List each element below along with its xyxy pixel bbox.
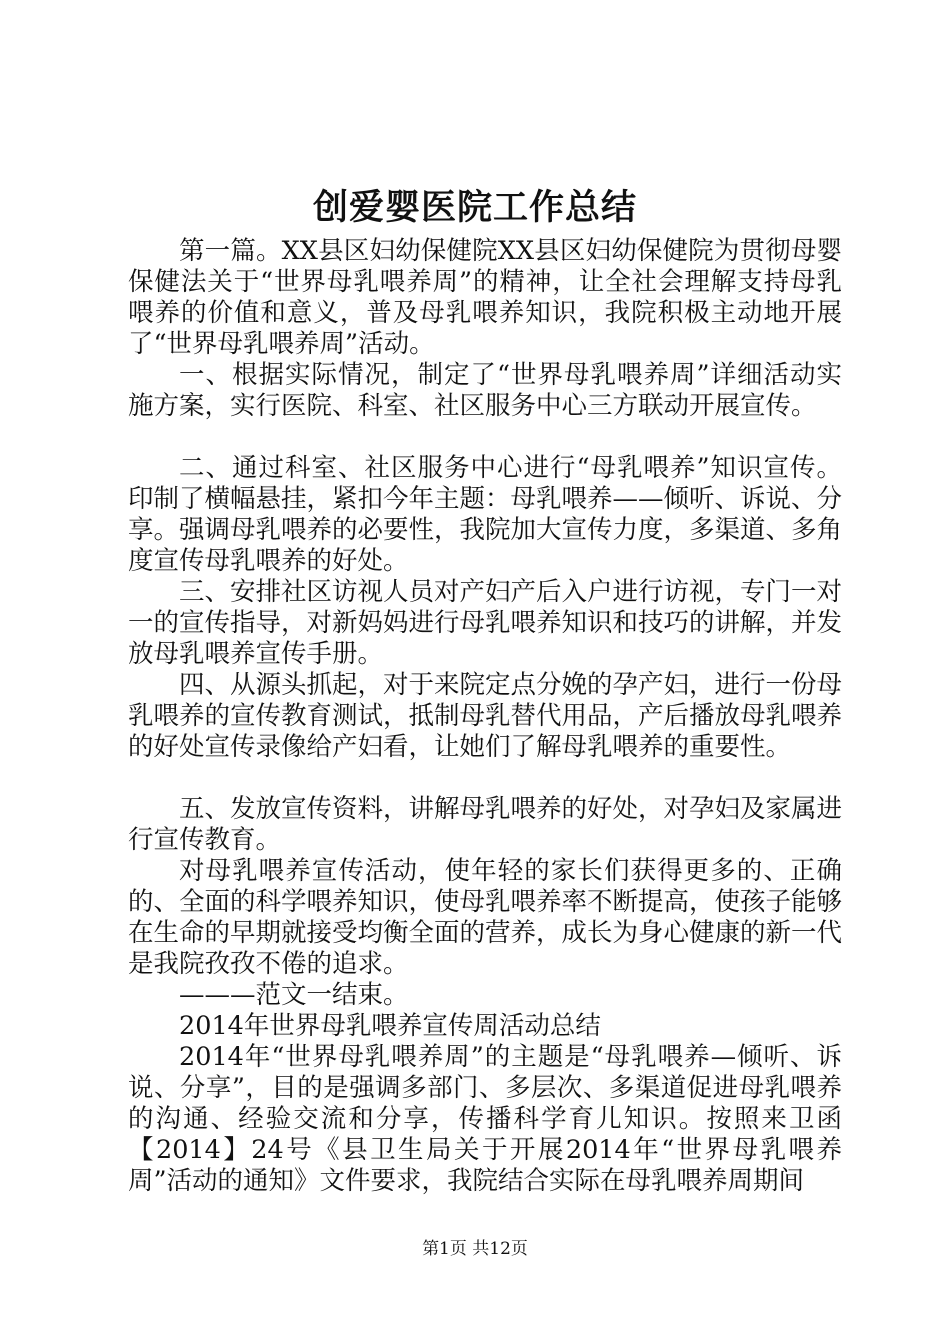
paragraph: 一、根据实际情况，制定了“世界母乳喂养周”详细活动实施方案，实行医院、科室、社区服务中心三方联动开展宣传。 xyxy=(128,360,842,421)
paragraph: 二、通过科室、社区服务中心进行“母乳喂养”知识宣传。印制了横幅悬挂，紧扣今年主题：母乳喂养——倾听、诉说、分享。强调母乳喂养的必要性，我院加大宣传力度，多渠道、多角度宣传母乳喂养的好处。 xyxy=(128,453,843,576)
document-body xyxy=(128,236,842,1197)
paragraph: 第一篇。XX县区妇幼保健院XX县区妇幼保健院为贯彻母婴保健法关于“世界母乳喂养周”的精神，让全社会理解支持母乳喂养的价值和意义，普及母乳喂养知识，我院积极主动地开展了“世界母乳喂养周”活动。 xyxy=(128,236,842,359)
document-title: 创爱婴医院工作总结 xyxy=(312,187,637,228)
paragraph: 四、从源头抓起，对于来院定点分娩的孕产妇，进行一份母乳喂养的宣传教育测试，抵制母乳替代用品，产后播放母乳喂养的好处宣传录像给产妇看，让她们了解母乳喂养的重要性。 xyxy=(128,670,843,762)
paragraph: ———范文一结束。 xyxy=(179,980,409,1010)
paragraph: 2014年世界母乳喂养宣传周活动总结 xyxy=(179,1011,601,1041)
paragraph: 2014年“世界母乳喂养周”的主题是“母乳喂养—倾听、诉说、分享”，目的是强调多部门、多层次、多渠道促进母乳喂养的沟通、经验交流和分享，传播科学育儿知识。按照来卫函【2014】24号《县卫生局关于开展2014年“世界母乳喂养周”活动的通知》文件要求，我院结合实际在母乳喂养周期间 xyxy=(128,1042,842,1196)
page-footer: 第1页 共12页 xyxy=(422,1239,528,1259)
paragraph: 三、安排社区访视人员对产妇产后入户进行访视，专门一对一的宣传指导，对新妈妈进行母乳喂养知识和技巧的讲解，并发放母乳喂养宣传手册。 xyxy=(128,577,843,669)
paragraph: 五、发放宣传资料，讲解母乳喂养的好处，对孕妇及家属进行宣传教育。 xyxy=(128,794,843,855)
paragraph: 对母乳喂养宣传活动，使年轻的家长们获得更多的、正确的、全面的科学喂养知识，使母乳喂养率不断提高，使孩子能够在生命的早期就接受均衡全面的营养，成长为身心健康的新一代是我院孜孜不倦的追求。 xyxy=(128,856,843,979)
